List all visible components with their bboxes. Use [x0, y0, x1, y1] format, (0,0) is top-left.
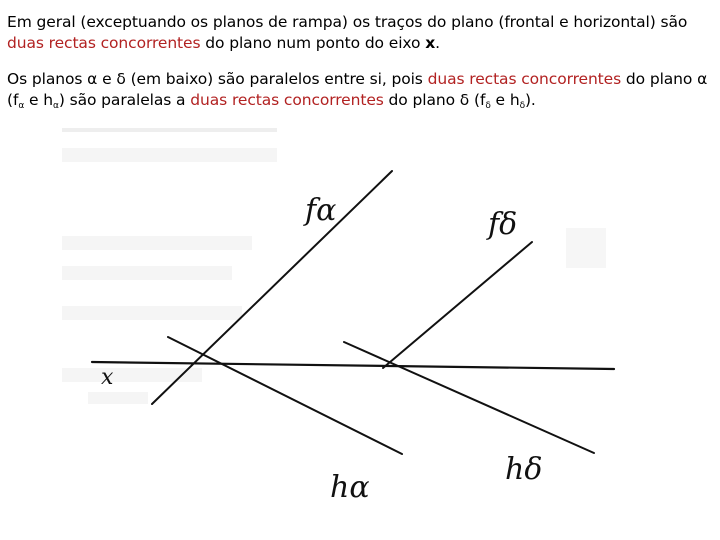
trace-h-alpha	[168, 337, 402, 454]
parallel-highlight-2: duas rectas concorrentes	[190, 91, 384, 109]
trace-h-delta	[344, 342, 594, 453]
parallel-sub-delta-1: δ	[485, 101, 491, 111]
label-axis-x: x	[101, 365, 114, 390]
intro-text-part2: do plano num ponto do eixo	[200, 34, 426, 52]
intro-highlight: duas rectas concorrentes	[7, 34, 201, 52]
trace-f-alpha	[152, 171, 392, 404]
parallel-sub-alpha-2: α	[52, 101, 59, 111]
parallel-text-part7: ).	[524, 91, 536, 109]
label-f-alpha: fα	[305, 193, 337, 228]
intro-text-part1: Em geral (exceptuando os planos de rampa) os traços do plano (frontal e horizontal) são	[7, 13, 688, 31]
label-h-delta: hδ	[505, 452, 543, 487]
descriptive-geometry-drawing	[0, 120, 720, 540]
intro-axis-letter: x	[425, 34, 436, 52]
label-h-alpha: hα	[330, 470, 370, 505]
intro-text-end: .	[435, 34, 440, 52]
axis-x-line	[92, 362, 614, 369]
parallel-text-part2: do plano α (f	[7, 70, 708, 109]
parallel-text-part3: e h	[24, 91, 53, 109]
parallel-text-part4: ) são paralelas a	[58, 91, 191, 109]
label-f-delta: fδ	[488, 207, 518, 242]
parallel-text-part6: e h	[490, 91, 520, 109]
parallel-planes-paragraph	[7, 69, 715, 111]
parallel-sub-delta-2: δ	[519, 101, 525, 111]
parallel-sub-alpha-1: α	[18, 101, 25, 111]
parallel-highlight-1: duas rectas concorrentes	[427, 70, 622, 88]
trace-f-delta	[383, 242, 532, 368]
parallel-text-part5: do plano δ (f	[383, 91, 486, 109]
parallel-text-part1: Os planos α e δ (em baixo) são paralelos entre si, pois	[7, 70, 428, 88]
intro-paragraph	[7, 12, 715, 54]
